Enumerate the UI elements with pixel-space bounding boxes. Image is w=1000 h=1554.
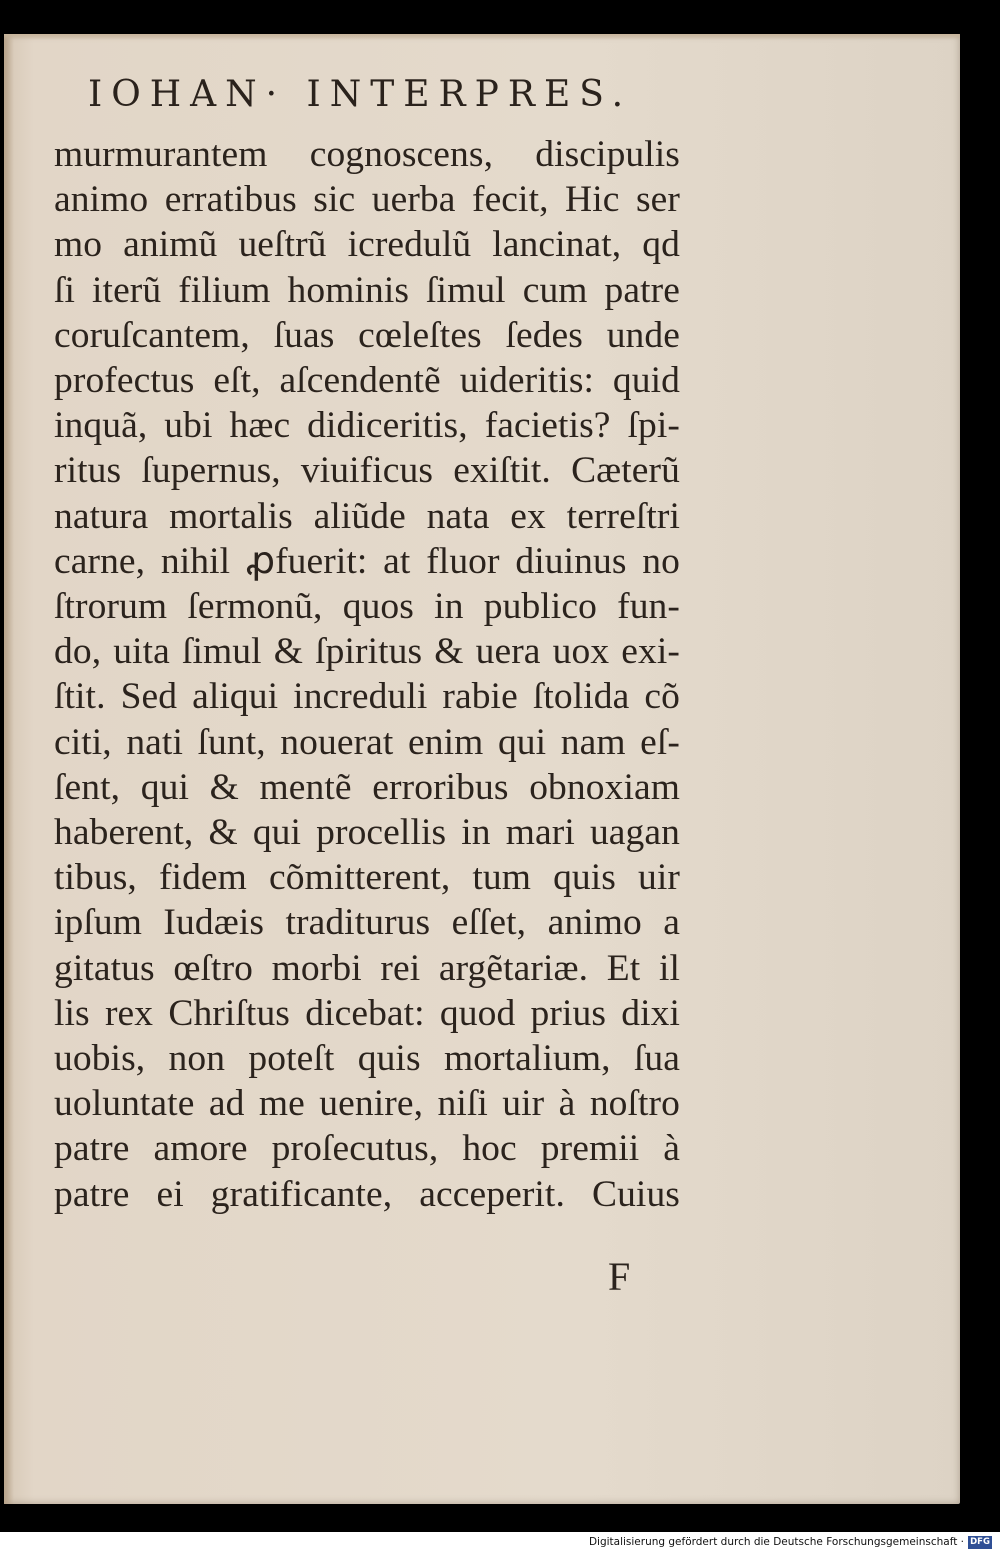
text-line: tibus, fidem cõmitterent, tum quis uir [54, 857, 680, 899]
text-line: coruſcantem, ſuas cœleſtes ſedes unde [54, 314, 680, 356]
text-line: haberent, & qui procellis in mari uagan [54, 812, 680, 854]
text-line: animo erratibus sic uerba fecit, Hic ser [54, 179, 680, 221]
text-line: gitatus œſtro morbi rei argẽtariæ. Et il [54, 947, 680, 989]
page-edge-shadow [4, 34, 14, 1504]
text-line: lis rex Chriſtus dicebat: quod prius dixi [54, 992, 680, 1034]
text-line: mo animũ ueſtrũ icredulũ lancinat, qd [54, 224, 680, 266]
text-line: ritus ſupernus, viuificus exiſtit. Cæterũ [54, 450, 680, 492]
body-text [54, 132, 694, 1217]
text-line: do, uita ſimul & ſpiritus & uera uox exi- [54, 631, 680, 673]
signature-mark: F [608, 1254, 631, 1299]
text-line: natura mortalis aliũde nata ex terreſtri [54, 495, 680, 537]
text-line: ipſum Iudæis traditurus eſſet, animo a [54, 902, 680, 944]
footer-bar [0, 1532, 1000, 1554]
text-line: inquã, ubi hæc didiceritis, facietis? ſpi- [54, 405, 680, 447]
text-line: citi, nati ſunt, nouerat enim qui nam eſ- [54, 721, 680, 763]
text-line: uoluntate ad me uenire, niſi uir à noſtro [54, 1083, 680, 1125]
text-line: uobis, non poteſt quis mortalium, ſua [54, 1038, 680, 1080]
text-line: ſtrorum ſermonũ, quos in publico fun- [54, 586, 680, 628]
text-line: profectus eſt, aſcendentẽ uideritis: quid [54, 360, 680, 402]
running-head: IOHAN· INTERPRES. [88, 74, 633, 115]
text-line: patre amore proſecutus, hoc premii à [54, 1128, 680, 1170]
text-line: murmurantem cognoscens, discipulis [54, 134, 680, 175]
text-line: ſtit. Sed aliqui increduli rabie ſtolida cõ [54, 676, 680, 718]
dfg-logo: DFG [968, 1536, 992, 1549]
text-line: ſi iterũ filium hominis ſimul cum patre [54, 269, 680, 311]
funding-credit: Digitalisierung gefördert durch die Deutsche Forschungsgemeinschaft · [588, 1536, 964, 1548]
text-line: carne, nihil ꝓfuerit: at fluor diuinus no [54, 540, 680, 582]
text-line: patre ei gratificante, acceperit. Cuius [54, 1173, 680, 1215]
text-line: ſent, qui & mentẽ erroribus obnoxiam [54, 766, 680, 808]
page-top-shadow [4, 34, 960, 40]
